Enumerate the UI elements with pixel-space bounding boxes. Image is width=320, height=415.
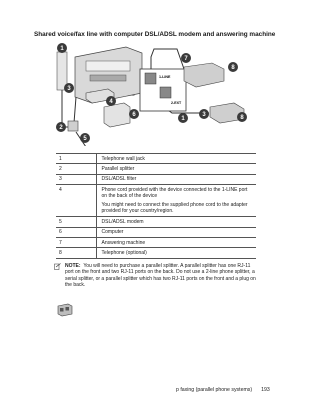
table-row bbox=[56, 237, 256, 247]
callout-4 bbox=[106, 96, 116, 106]
connection-diagram bbox=[34, 37, 258, 146]
page-number: 193 bbox=[261, 387, 270, 393]
note-text-wrapper bbox=[56, 263, 258, 288]
svg-text:8: 8 bbox=[231, 65, 235, 72]
callout-3-bottom bbox=[199, 109, 209, 119]
legend-description: DSL/ADSL modem bbox=[96, 217, 256, 227]
svg-text:8: 8 bbox=[240, 115, 244, 122]
table-row bbox=[56, 174, 256, 184]
callout-1 bbox=[57, 43, 67, 53]
note-text: You will need to purchase a parallel splitter. A parallel splitter has one RJ-11 port on the front and two RJ-11 ports on the back. Do not use a 2-line phone splitter, a serial splitter, or a parallel splitter which has two RJ-11 ports on the front and a plug on the back. bbox=[65, 263, 256, 288]
port-1line bbox=[145, 73, 156, 84]
legend-description: Phone cord provided with the device connected to the 1-LINE port on the back of the device bbox=[101, 186, 248, 199]
note-block bbox=[56, 263, 258, 288]
table-row bbox=[56, 185, 256, 217]
callout-3 bbox=[64, 83, 74, 93]
svg-text:3: 3 bbox=[67, 86, 71, 93]
cord-answering bbox=[151, 49, 184, 70]
svg-text:1: 1 bbox=[60, 46, 64, 53]
callout-8-bottom bbox=[237, 112, 247, 122]
legend-number: 2 bbox=[56, 164, 96, 174]
svg-text:5: 5 bbox=[83, 136, 87, 143]
svg-text:1: 1 bbox=[181, 116, 185, 123]
legend-description: Answering machine bbox=[96, 237, 256, 247]
legend-description: Telephone (optional) bbox=[96, 248, 256, 258]
legend-number: 4 bbox=[56, 185, 96, 217]
legend-subnote: You might need to connect the supplied phone cord to the adapter provided for your country/region. bbox=[101, 202, 248, 215]
legend-number: 1 bbox=[56, 154, 96, 164]
legend-number: 8 bbox=[56, 248, 96, 258]
callout-1-bottom bbox=[178, 113, 188, 123]
legend-number: 3 bbox=[56, 174, 96, 184]
table-row bbox=[56, 248, 256, 258]
legend-description: Parallel splitter bbox=[96, 164, 256, 174]
svg-text:4: 4 bbox=[109, 99, 113, 106]
answering-machine bbox=[184, 63, 224, 87]
callout-5 bbox=[80, 133, 90, 143]
splitter bbox=[68, 121, 78, 131]
legend-number: 5 bbox=[56, 217, 96, 227]
legend-description-cell bbox=[96, 185, 256, 217]
label-1line: 1-LINE bbox=[159, 75, 171, 79]
legend-description: Telephone wall jack bbox=[96, 154, 256, 164]
device-back-slot bbox=[90, 75, 126, 81]
table-row bbox=[56, 227, 256, 237]
legend-number: 7 bbox=[56, 237, 96, 247]
computer bbox=[104, 103, 130, 127]
svg-text:2: 2 bbox=[59, 125, 63, 132]
page-footer bbox=[176, 387, 270, 393]
wall-jack-plate bbox=[57, 52, 67, 90]
callout-6 bbox=[129, 109, 139, 119]
footer-section: p faxing (parallel phone systems) bbox=[176, 387, 253, 393]
page-title: Shared voice/fax line with computer DSL/ADSL modem and answering machine bbox=[34, 31, 276, 38]
legend-description: Computer bbox=[96, 227, 256, 237]
device-panel bbox=[86, 61, 130, 71]
parallel-splitter-image bbox=[56, 302, 74, 318]
callout-2 bbox=[56, 122, 66, 132]
note-label: NOTE: bbox=[65, 263, 81, 269]
callout-8-top bbox=[228, 62, 238, 72]
legend-number: 6 bbox=[56, 227, 96, 237]
table-row bbox=[56, 154, 256, 164]
table-row bbox=[56, 217, 256, 227]
table-row bbox=[56, 164, 256, 174]
svg-text:6: 6 bbox=[132, 112, 136, 119]
legend-table bbox=[56, 153, 256, 259]
port-2ext bbox=[160, 87, 171, 98]
callout-7 bbox=[181, 53, 191, 63]
label-2ext: 2-EXT bbox=[171, 101, 182, 105]
legend-description: DSL/ADSL filter bbox=[96, 174, 256, 184]
svg-text:3: 3 bbox=[202, 112, 206, 119]
svg-text:7: 7 bbox=[184, 56, 188, 63]
